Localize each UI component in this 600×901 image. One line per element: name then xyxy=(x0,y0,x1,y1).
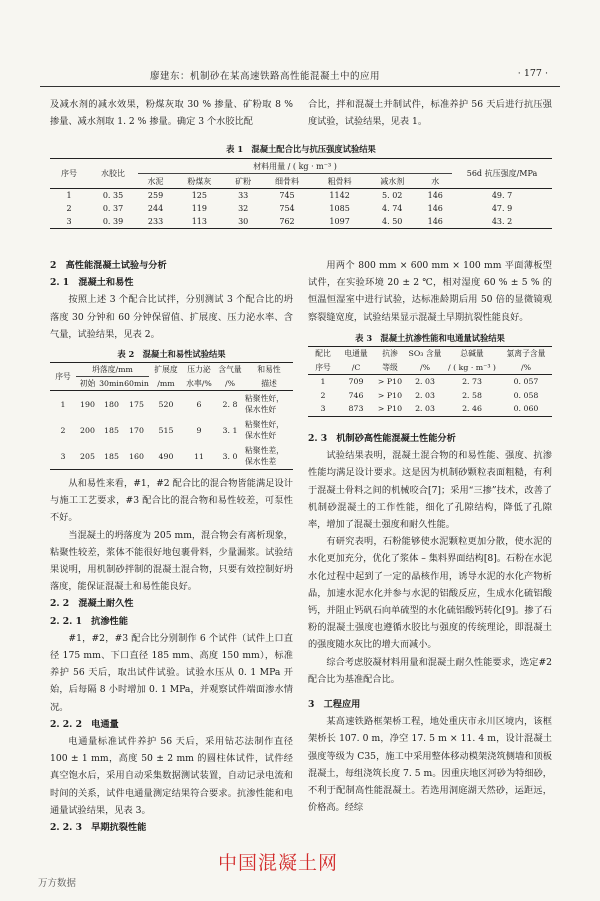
table-row: 1 709 > P10 2. 03 2. 73 0. 057 xyxy=(320,377,539,387)
t1-h-reducer: 减水剂 xyxy=(380,176,405,186)
table-row: 2 0. 37 244 119 32 754 1085 4. 74 146 47. 9 xyxy=(66,204,513,213)
table-row: 3 0. 39 233 113 30 762 1097 4. 50 146 43. 2 xyxy=(50,215,552,229)
t1-h-slag: 矿粉 xyxy=(235,176,252,186)
page-number: · 177 · xyxy=(517,68,548,79)
table1-caption: 表 1 混凝土配合比与抗压强度试验结果 xyxy=(226,144,376,154)
t3-h-so3: SO₃ 含量 xyxy=(408,349,442,359)
t2-h-air: 含气量 xyxy=(218,365,242,375)
table-row: 1 190 180 175 520 6 2. 8 粘聚性好， 保水性好 xyxy=(60,394,284,414)
paragraph: 综合考虑胶凝材料用量和混凝土耐久性能要求，选定#2 配合比为基准配合比。 xyxy=(308,656,552,685)
t2-h-30: 30min xyxy=(99,379,124,388)
paragraph: 某高速铁路框架桥工程，地处重庆市永川区境内，该框架桥长 107. 0 m，净空 17. 5 m × 11. 4 m，设计混凝土强度等级为 C35，施工中采用整体移动模架浇筑侧墙和顶板混凝土，每组浇筑长度 7. 5 m。因重庆地区河砂为特细砂，不利于配制高性能混凝土。若选用洞庭湖天然砂，运距远，价格高。经综 xyxy=(308,716,552,814)
t3-h-alk: 总碱量 xyxy=(460,349,484,359)
table-row: 3 205 185 160 490 11 3. 0 粘聚性差， 保水性差 xyxy=(50,443,293,470)
t1-h-seq: 序号 xyxy=(50,159,88,189)
table-row: 2 746 > P10 2. 03 2. 58 0. 058 xyxy=(320,390,539,400)
table3: 配比 电通量 抗渗 SO₃ 含量 总碱量 氯离子含量 序号 /C 等级 /% / ( kg · m⁻³ ) /% 1 709 > P10 2. 03 2. 73 0. 057 2 746 > P10 2. 03 2. 58 0. 058 3 873 > P10 2. 03 2. 46 0. 060 xyxy=(308,346,552,417)
t2-h-work-desc: 描述 xyxy=(261,378,277,388)
table-row: 2 200 185 170 515 9 3. 1 粘聚性好， 保水性好 xyxy=(60,420,284,440)
table-row: 3 873 > P10 2. 03 2. 46 0. 060 xyxy=(308,402,552,416)
paragraph: 电通量标准试件养护 56 天后，采用钻芯法制作直径 100 ± 1 mm，高度 50 ± 2 mm 的圆柱体试件，试件经真空饱水后，采用自动采集数据测试装置，自动记录电流和时间的关系，试件电通量测定结果符合要求。抗渗性能和电通量试验结果，见表 3。 xyxy=(50,736,293,816)
intro-left: 及减水剂的减水效果，粉煤灰取 30 % 掺量、矿粉取 8 % 掺量、减水剂取 1. 2 % 掺量。确定 3 个水胶比配 xyxy=(50,99,293,128)
paragraph: 从和易性来看，#1，#2 配合比的混合物皆能满足设计与施工工艺要求，#3 配合比的混合物和易性较差，可泵性不好。 xyxy=(50,478,293,524)
paragraph: 当混凝土的坍落度为 205 mm，混合物会有离析现象，粘聚性较差，浆体不能很好地包裹骨料，少量漏浆。试验结果说明，用机制砂拌制的混凝土混合物，只要有效控制好坍落度，能保证混凝土和易性能良好。 xyxy=(50,529,293,593)
t3-h-flux: 电通量 xyxy=(344,349,368,359)
t3-h-seq: 配比 xyxy=(315,349,331,359)
table3-caption: 表 3 混凝土抗渗性能和电通量试验结果 xyxy=(355,333,505,343)
table1 xyxy=(50,158,552,229)
t2-h-spread-unit: /mm xyxy=(157,378,175,388)
t2-h-slump: 坍落度/mm xyxy=(76,363,149,377)
t1-h-flyash: 粉煤灰 xyxy=(187,176,212,186)
t2-h-bleed: 压力泌 xyxy=(187,365,211,375)
right-column-bottom xyxy=(308,430,552,816)
section-2-2-heading: 2. 2 混凝土耐久性 xyxy=(50,598,134,610)
t1-h-cement: 水泥 xyxy=(147,176,164,186)
footer-source: 万方数据 xyxy=(38,878,77,889)
table2 xyxy=(50,362,293,470)
t2-h-60: 60min xyxy=(124,379,149,388)
right-column-top xyxy=(308,257,552,326)
section-2-3-heading: 2. 3 机制砂高性能混凝土性能分析 xyxy=(308,433,456,444)
watermark-logo: 中国混凝土网 xyxy=(218,852,339,874)
left-column-bottom xyxy=(50,475,293,836)
paragraph: 按照上述 3 个配合比试拌，分别测试 3 个配合比的坍落度 30 分钟和 60 分钟保留值、扩展度、压力泌水率、含气量，试验结果，见表 2。 xyxy=(50,294,293,340)
t2-h-initial: 初始 xyxy=(79,379,96,388)
table2-caption: 表 2 混凝土和易性试验结果 xyxy=(117,349,226,359)
t1-h-wb: 水胶比 xyxy=(88,159,138,189)
table-row: 1 0. 35 259 125 33 745 1142 5. 02 146 49. 7 xyxy=(66,191,513,200)
t2-h-air-unit: /% xyxy=(224,378,236,388)
section-2-heading: 2 高性能混凝土试验与分析 xyxy=(50,260,167,271)
section-2-1-heading: 2. 1 混凝土和易性 xyxy=(50,277,134,289)
paragraph: 试验结果表明，混凝土混合物的和易性能、强度、抗渗性能均满足设计要求。这是因为机制砂颗粒表面粗糙，有利于混凝土骨料之间的机械咬合[7]；采用“三掺”技术，改善了机制砂混凝土的工作性能，细化了孔隙结构，降低了孔隙率，增加了混凝土强度和耐久性能。 xyxy=(308,450,552,531)
section-2-2-1-heading: 2. 2. 1 抗渗性能 xyxy=(50,615,128,627)
section-2-2-3-heading: 2. 2. 3 早期抗裂性能 xyxy=(50,822,147,834)
section-2-2-2-heading: 2. 2. 2 电通量 xyxy=(50,718,119,730)
left-column-top xyxy=(50,257,293,343)
t2-h-spread: 扩展度 xyxy=(154,365,178,375)
running-header xyxy=(40,66,560,82)
t2-h-work: 和易性 xyxy=(257,365,281,375)
paragraph: 用两个 800 mm × 600 mm × 100 mm 平面薄板型试件，在实验环境 20 ± 2 ℃，相对湿度 60 % ± 5 % 的恒温恒湿室中进行试验，达标准龄期后用 50 倍的显微镜观察裂缝宽度，试验结果显示混凝土早期抗裂性能良好。 xyxy=(308,260,552,323)
t1-h-fine: 细骨料 xyxy=(275,176,300,186)
section-3-heading: 3 工程应用 xyxy=(308,699,361,711)
t3-h-imp: 抗渗 xyxy=(382,349,398,359)
header-rule xyxy=(40,86,560,87)
t3-h-cl: 氯离子含量 xyxy=(506,349,546,359)
t2-h-bleed-unit: 水率/% xyxy=(186,378,212,388)
intro-right: 合比，拌和混凝土并制试件，标准养护 56 天后进行抗压强度试验，试验结果，见表 1。 xyxy=(308,99,552,128)
t1-h-water: 水 xyxy=(431,176,440,186)
header-title: 廖建东：机制砂在某高速铁路高性能混凝土中的应用 xyxy=(150,71,381,82)
t2-h-seq: 序号 xyxy=(50,363,76,391)
paragraph: 有研究表明，石粉能够使水泥颗粒更加分散，使水泥的水化更加充分，优化了浆体 – 集料界面结构[8]。石粉在水泥水化过程中起到了一定的晶核作用，诱导水泥的水化产物析晶，加速水泥水化并参与水泥的铝酸反应，生成水化硫铝酸钙，并阻止钙矾石向单硫型的水化硫铝酸钙转化[9]。掺了石粉的混凝土强度也遵循水胶比与强度的传统理论，即混凝土的强度随水灰比的增大而减小。 xyxy=(308,536,552,651)
t1-h-coarse: 粗骨料 xyxy=(327,176,352,186)
t1-h-strength: 56d 抗压强度/MPa xyxy=(452,159,552,189)
t1-h-group: 材料用量 / ( kg · m⁻³ ) xyxy=(138,159,452,174)
paragraph: #1，#2，#3 配合比分别制作 6 个试件（试件上口直径 175 mm、下口直径 185 mm、高度 150 mm），标准养护 56 天后，取出试件试验。试验水压从 0. 1 MPa 开始，后每隔 8 小时增加 0. 1 MPa，并观察试件端面渗水情况。 xyxy=(50,632,293,713)
